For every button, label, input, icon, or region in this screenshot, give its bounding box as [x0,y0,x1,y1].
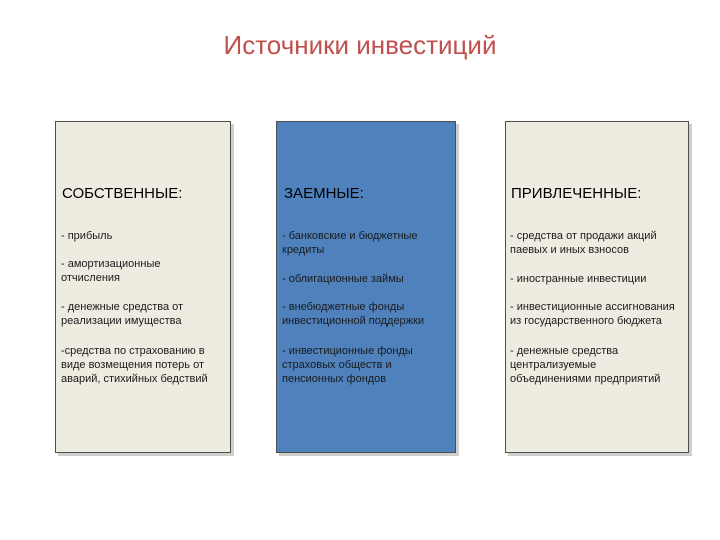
own-item-asset-sales: - денежные средства от реализации имущества [61,301,184,327]
own-item-insurance: -средства по страхованию в виде возмещения потерь от аварий, стихийных бедствий [61,345,208,385]
borrowed-item-bonds: - облигационные займы [282,273,404,285]
borrowed-item-investment-funds: - инвестиционные фонды страховых обществ и пенсионных фондов [282,345,413,385]
panel-attracted-funds [505,121,689,453]
attracted-item-state-budget: - инвестиционные ассигнования из государственного бюджета [510,301,675,327]
attracted-item-centralized: - денежные средства централизуемые объединениями предприятий [510,345,661,385]
panel-borrowed-funds [276,121,456,453]
heading-own-funds: СОБСТВЕННЫЕ: [62,185,183,202]
own-item-depreciation: - амортизационные отчисления [61,258,161,284]
heading-attracted-funds: ПРИВЛЕЧЕННЫЕ: [511,185,642,202]
page-title: Источники инвестиций [223,30,497,60]
panel-own-funds [55,121,231,453]
attracted-item-shares: - средства от продажи акций паевых и иных взносов [510,230,657,256]
attracted-item-foreign: - иностранные инвестиции [510,273,647,285]
borrowed-item-extrabudgetary: - внебюджетные фонды инвестиционной поддержки [282,301,424,327]
heading-borrowed-funds: ЗАЕМНЫЕ: [284,185,364,202]
borrowed-item-credits: - банковские и бюджетные кредиты [282,230,418,256]
own-item-profit: - прибыль [61,230,113,242]
